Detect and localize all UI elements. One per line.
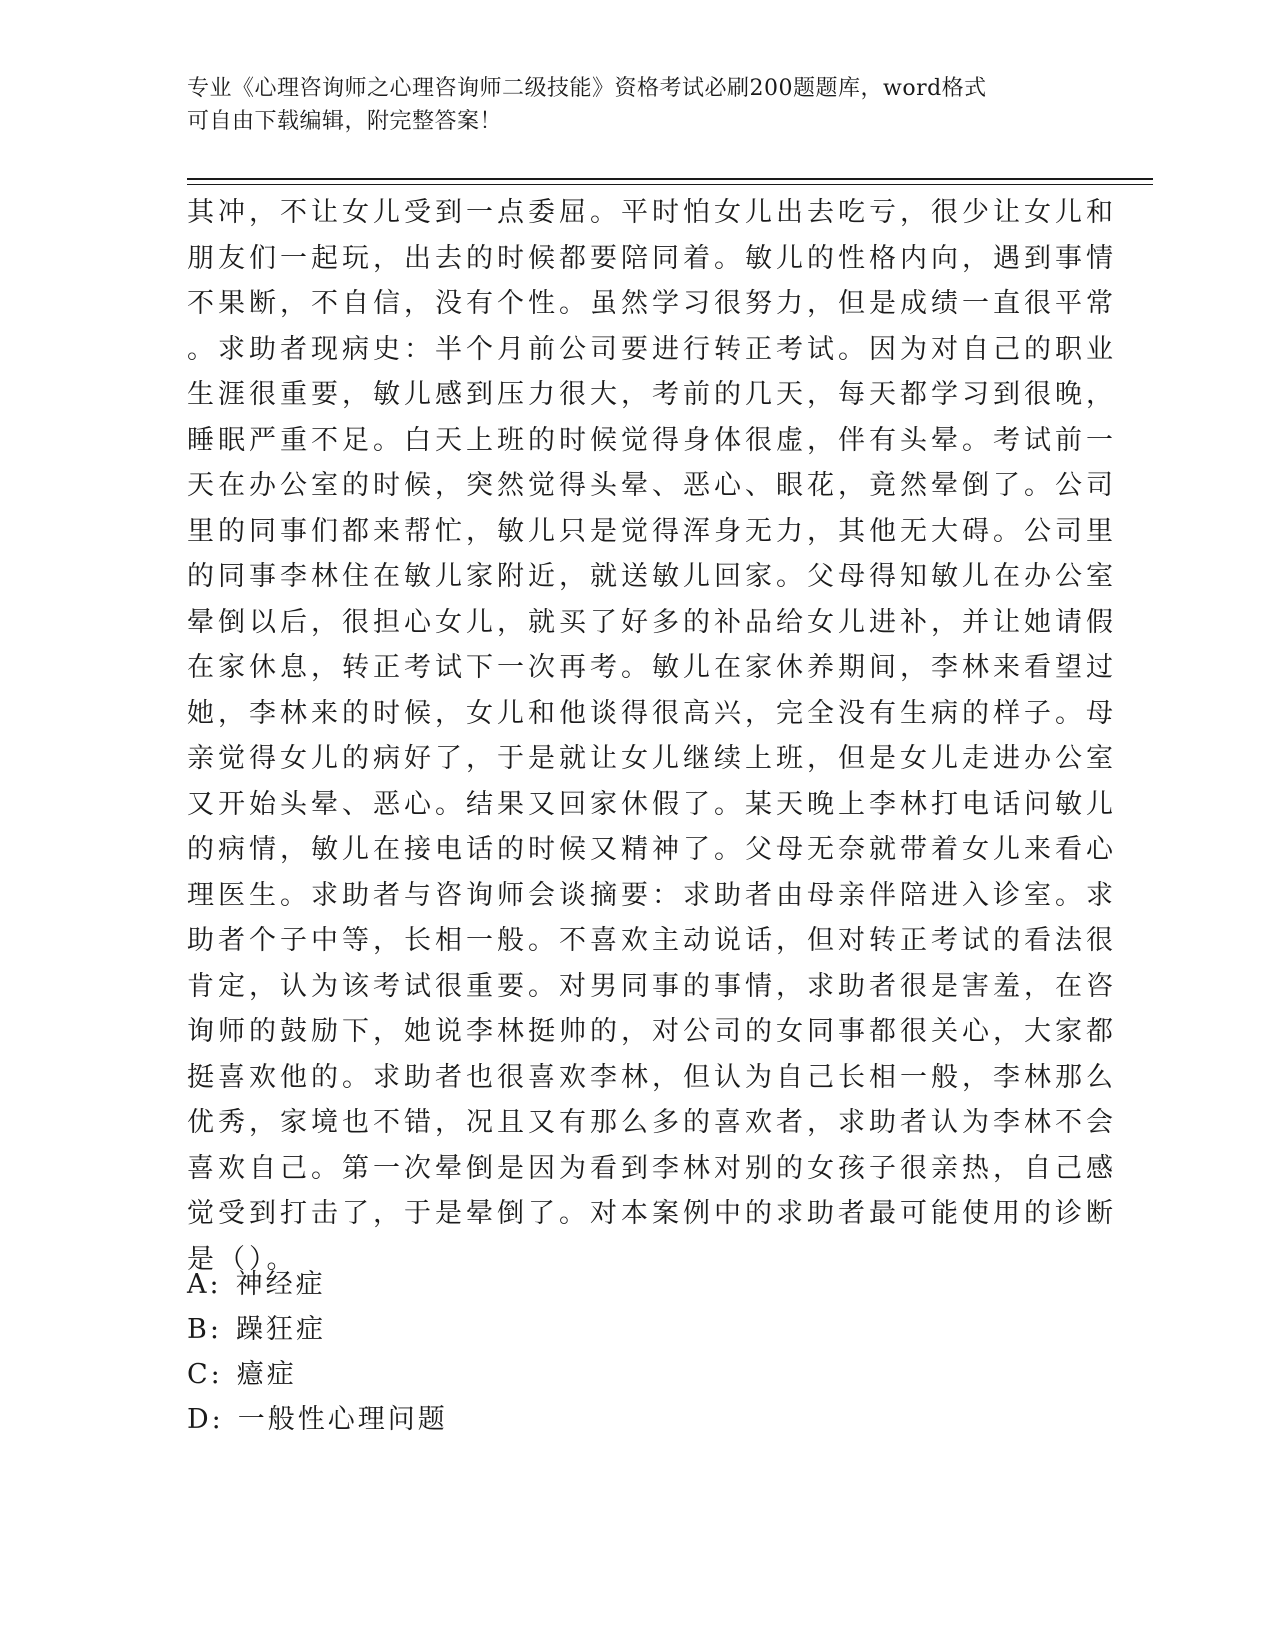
- question-line: 挺喜欢他的。求助者也很喜欢李林，但认为自己长相一般，李林那么: [187, 1061, 1117, 1093]
- question-line: 在家休息，转正考试下一次再考。敏儿在家休养期间，李林来看望过: [187, 652, 1117, 683]
- question-line: 觉受到打击了，于是晕倒了。对本案例中的求助者最可能使用的诊断: [187, 1198, 1117, 1229]
- header-title-line-2: 可自由下载编辑，附完整答案！: [187, 109, 503, 134]
- option-text: 躁狂症: [235, 1314, 326, 1345]
- option-text: 一般性心理问题: [237, 1404, 448, 1435]
- question-line: 喜欢自己。第一次晕倒是因为看到李林对别的女孩子很亲热，自己感: [187, 1152, 1117, 1184]
- question-line: 里的同事们都来帮忙，敏儿只是觉得浑身无力，其他无大碍。公司里: [187, 515, 1117, 547]
- page-header: [187, 72, 1067, 138]
- header-title-line-1: 专业《心理咨询师之心理咨询师二级技能》资格考试必刷200题题库，word格式: [187, 76, 987, 101]
- option-letter: C:: [187, 1359, 223, 1390]
- option-d: [187, 1397, 1067, 1442]
- question-line: 亲觉得女儿的病好了，于是就让女儿继续上班，但是女儿走进办公室: [187, 743, 1117, 774]
- question-line: 。求助者现病史：半个月前公司要进行转正考试。因为对自己的职业: [187, 333, 1117, 365]
- question-line: 生涯很重要，敏儿感到压力很大，考前的几天，每天都学习到很晚，: [187, 379, 1117, 410]
- question-line: 朋友们一起玩，出去的时候都要陪同着。敏儿的性格内向，遇到事情: [187, 242, 1117, 274]
- option-letter: D:: [187, 1404, 224, 1435]
- question-line: 肯定，认为该考试很重要。对男同事的事情，求助者很是害羞，在咨: [187, 970, 1117, 1002]
- option-b: [187, 1307, 1067, 1352]
- question-line: 她，李林来的时候，女儿和他谈得很高兴，完全没有生病的样子。母: [187, 697, 1117, 729]
- question-line: 天在办公室的时候，突然觉得头晕、恶心、眼花，竟然晕倒了。公司: [187, 470, 1117, 501]
- answer-options: [187, 1262, 1067, 1442]
- question-line: 睡眠严重不足。白天上班的时候觉得身体很虚，伴有头晕。考试前一: [187, 424, 1117, 456]
- question-line: 其冲，不让女儿受到一点委屈。平时怕女儿出去吃亏，很少让女儿和: [187, 197, 1117, 228]
- question-line: 不果断，不自信，没有个性。虽然学习很努力，但是成绩一直很平常: [187, 288, 1117, 319]
- option-a: [187, 1262, 1067, 1307]
- question-line: 询师的鼓励下，她说李林挺帅的，对公司的女同事都很关心，大家都: [187, 1016, 1117, 1047]
- header-divider-thick: [187, 178, 1153, 180]
- question-line: 又开始头晕、恶心。结果又回家休假了。某天晚上李林打电话问敏儿: [187, 788, 1117, 820]
- question-stem: [187, 190, 1117, 1282]
- question-line: 晕倒以后，很担心女儿，就买了好多的补品给女儿进补，并让她请假: [187, 606, 1117, 638]
- option-text: 神经症: [235, 1269, 326, 1300]
- question-line: 理医生。求助者与咨询师会谈摘要：求助者由母亲伴陪进入诊室。求: [187, 879, 1117, 911]
- option-c: [187, 1352, 1067, 1397]
- question-line: 是（）。: [187, 1243, 298, 1275]
- option-text: 癔症: [236, 1359, 297, 1390]
- question-line: 的同事李林住在敏儿家附近，就送敏儿回家。父母得知敏儿在办公室: [187, 561, 1117, 592]
- question-line: 优秀，家境也不错，况且又有那么多的喜欢者，求助者认为李林不会: [187, 1107, 1117, 1138]
- option-letter: B:: [187, 1314, 222, 1345]
- option-letter: A:: [187, 1269, 222, 1300]
- header-divider-thin: [187, 184, 1153, 185]
- question-line: 的病情，敏儿在接电话的时候又精神了。父母无奈就带着女儿来看心: [187, 834, 1117, 865]
- question-line: 助者个子中等，长相一般。不喜欢主动说话，但对转正考试的看法很: [187, 925, 1117, 956]
